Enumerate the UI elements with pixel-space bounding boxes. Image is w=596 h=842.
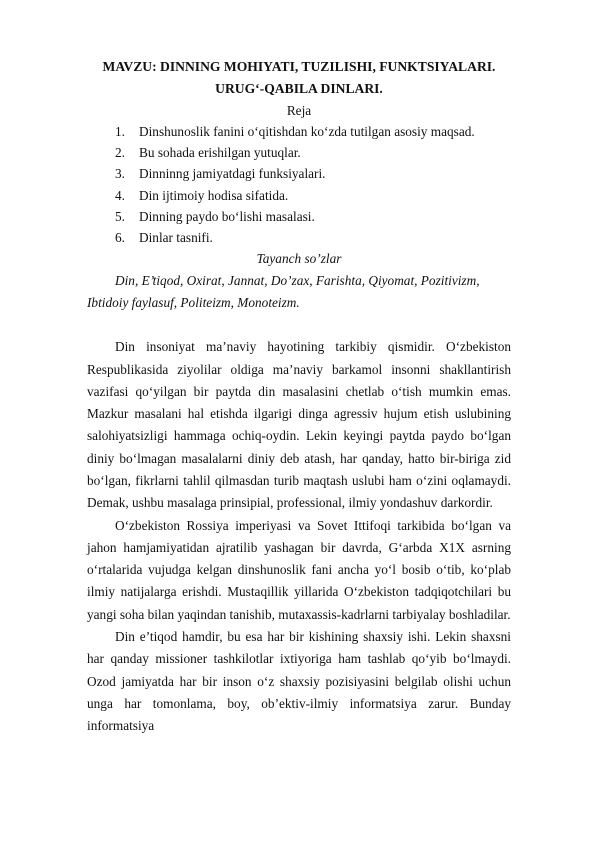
spacer (87, 314, 511, 336)
list-item (87, 163, 511, 184)
list-text: Bu sohada erishilgan yutuqlar. (139, 145, 301, 161)
list-number: 3. (115, 166, 125, 182)
page-title: MAVZU: DINNING MOHIYATI, TUZILISHI, FUNKTSIYALARI. URUG‘-QABILA DINLARI. (102, 59, 496, 96)
keywords-heading: Tayanch so’zlar (256, 251, 342, 267)
list-text: Dinninng jamiyatdagi funksiyalari. (139, 166, 326, 182)
keywords-text: Din, E’tiqod, Oxirat, Jannat, Do’zax, Farishta, Qiyomat, Pozitivizm, Ibtidoiy faylasuf, Politeizm, Monoteizm. (87, 273, 480, 311)
list-number: 5. (115, 208, 125, 224)
list-item (87, 206, 511, 227)
list-number: 2. (115, 145, 125, 161)
document-page (87, 56, 511, 738)
list-item (87, 227, 511, 248)
list-text: Dinning paydo bo‘lishi masalasi. (139, 208, 315, 224)
list-number: 4. (115, 187, 125, 203)
list-item (87, 142, 511, 163)
list-text: Din ijtimoiy hodisa sifatida. (139, 187, 289, 203)
list-text: Dinlar tasnifi. (139, 230, 213, 246)
list-item (87, 185, 511, 206)
paragraph: Din insoniyat ma’naviy hayotining tarkibiy qismidir. O‘zbekiston Respublikasida ziyolilar oldiga ma’naviy barkamol insonni shakllantirish vazifasi qo‘yilgan bir paytda din masalasini chetlab o‘tish mumkin emas. Mazkur masalani hal etishda ilgarigi dinga agressiv hujum etish uslubining salohiyatsizligi hammaga ochiq-oydin. Lekin keyingi paytda paydo bo‘lgan diniy bo‘lmagan masalalarni diniy deb atash, har qanday, hatto bir-biriga zid bo‘lgan, fikrlarni tahlil qilmasdan turib maqtash uslubi ham o‘zini oqlamaydi. Demak, ushbu masalaga prinsipial, professional, ilmiy yondashuv darkordir. (87, 339, 511, 511)
list-number: 1. (115, 124, 125, 139)
paragraph: O‘zbekiston Rossiya imperiyasi va Sovet Ittifoqi tarkibida bo‘lgan va jahon hamjamiyatidan ajratilib yashagan bir davrda, G‘arbda X1X asrning o‘rtalarida vujudga kelgan dinshunoslik fani ancha yo‘l bosib o‘tib, ko‘plab ilmiy natijalarga erishdi. Mustaqillik yillarida O‘zbekiston tadqiqotchilari bu yangi soha bilan yaqindan tanishib, mutaxassis-kadrlarni tarbiyalay boshladilar. (87, 517, 511, 622)
list-number: 6. (115, 230, 125, 246)
list-item (87, 121, 511, 142)
paragraph: Din e’tiqod hamdir, bu esa har bir kishining shaxsiy ishi. Lekin shaxsni har qanday missioner tashkilotlar ixtiyoriga ham tashlab qo‘yib bo‘lmaydi. Ozod jamiyatda har bir inson o‘z shaxsiy pozisiyasini belgilab olishi uchun unga har tomonlama, boy, ob’ektiv-ilmiy informatsiya zarur. Bunday informatsiya (87, 629, 511, 734)
plan-heading: Reja (286, 103, 312, 118)
plan-list (87, 121, 511, 248)
list-text: Dinshunoslik fanini o‘qitishdan ko‘zda tutilgan asosiy maqsad. (139, 124, 475, 139)
